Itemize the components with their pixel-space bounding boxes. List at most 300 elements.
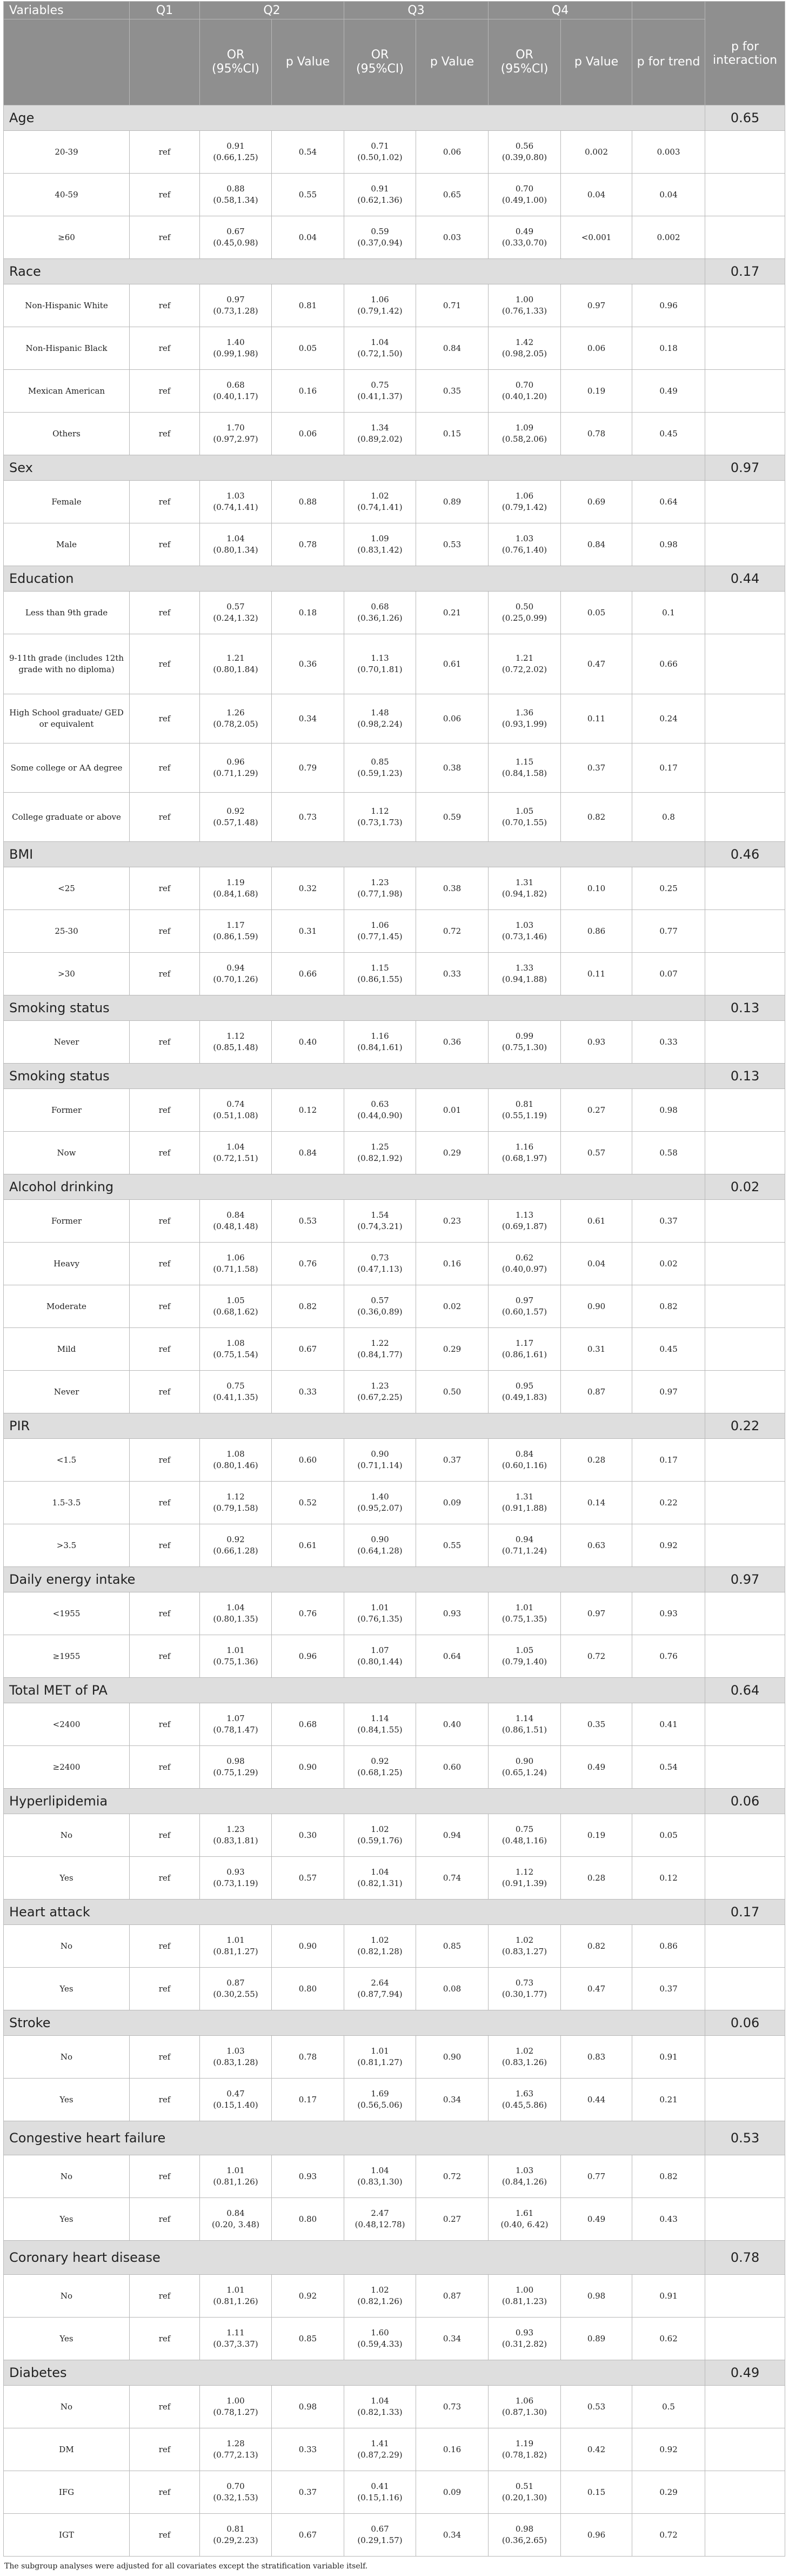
confidence-interval: (0.84,1.26) (502, 2177, 547, 2187)
q3-or-cell (344, 1814, 416, 1857)
p-interaction-blank (705, 1285, 785, 1328)
q2-or-cell (200, 1968, 272, 2010)
table-row (4, 910, 785, 953)
table-row (4, 413, 785, 455)
q1-ref: ref (130, 1200, 200, 1243)
q2-or-cell (200, 793, 272, 842)
p-interaction-blank (705, 1968, 785, 2010)
group-p-interaction: 0.97 (705, 455, 785, 481)
p-interaction-blank (705, 216, 785, 259)
q4-or-cell (489, 2386, 561, 2428)
odds-ratio: 0.85 (371, 757, 389, 767)
confidence-interval: (0.68,1.62) (213, 1307, 258, 1317)
confidence-interval: (0.94,1.82) (502, 889, 547, 899)
q4-p-value: 0.28 (561, 1439, 632, 1482)
odds-ratio: 0.98 (515, 2524, 534, 2534)
q1-ref: ref (130, 1371, 200, 1413)
table-row (4, 1285, 785, 1328)
q2-p-value: 0.34 (272, 694, 344, 743)
q2-or-cell (200, 953, 272, 995)
q4-or-cell (489, 1285, 561, 1328)
group-row (4, 1174, 785, 1200)
p-interaction-blank (705, 481, 785, 523)
q2-p-value: 0.78 (272, 523, 344, 566)
q3-p-value: 0.60 (416, 1746, 489, 1789)
q1-ref: ref (130, 2079, 200, 2121)
q4-or-cell (489, 216, 561, 259)
odds-ratio: 1.23 (371, 1381, 389, 1391)
odds-ratio: 1.41 (371, 2439, 389, 2448)
q2-or-cell (200, 1482, 272, 1524)
q4-p-value: 0.61 (561, 1200, 632, 1243)
q4-or-cell (489, 592, 561, 634)
q2-or-cell (200, 1243, 272, 1285)
p-interaction-blank (705, 1592, 785, 1635)
subgroup-label: <1955 (4, 1592, 130, 1635)
q2-p-value: 0.18 (272, 592, 344, 634)
q2-or-cell (200, 2471, 272, 2514)
p-interaction-blank (705, 1814, 785, 1857)
subgroup-label: High School graduate/ GED or equivalent (4, 694, 130, 743)
q4-or-cell (489, 2079, 561, 2121)
q4-p-value: 0.19 (561, 370, 632, 413)
q2-or-cell (200, 2036, 272, 2079)
confidence-interval: (0.75,1.54) (213, 1350, 258, 1359)
p-interaction-blank (705, 743, 785, 793)
header-q1: Q1 (130, 2, 200, 19)
q1-ref: ref (130, 1746, 200, 1789)
q2-p-value: 0.53 (272, 1200, 344, 1243)
q1-ref: ref (130, 523, 200, 566)
confidence-interval: (0.94,1.88) (502, 974, 547, 984)
confidence-interval: (0.48,12.78) (355, 2220, 405, 2229)
table-row (4, 2275, 785, 2318)
confidence-interval: (0.37,3.37) (213, 2339, 258, 2349)
table-row (4, 1814, 785, 1857)
q4-or-cell (489, 2428, 561, 2471)
q4-or-cell (489, 1746, 561, 1789)
q3-or-cell (344, 867, 416, 910)
confidence-interval: (0.91,1.39) (502, 1878, 547, 1888)
group-label: Alcohol drinking (4, 1174, 705, 1200)
subgroup-label: Never (4, 1371, 130, 1413)
subgroup-label: ≥60 (4, 216, 130, 259)
odds-ratio: 1.16 (371, 1031, 389, 1041)
odds-ratio: 1.40 (226, 337, 245, 347)
header-blank-q1 (130, 19, 200, 105)
odds-ratio: 0.98 (226, 1756, 245, 1766)
group-label: PIR (4, 1413, 705, 1439)
q2-p-value: 0.82 (272, 1285, 344, 1328)
confidence-interval: (0.99,1.98) (213, 349, 258, 358)
confidence-interval: (0.29,2.23) (213, 2535, 258, 2545)
p-interaction-blank (705, 1703, 785, 1746)
q4-or-cell (489, 1968, 561, 2010)
q4-p-value: 0.49 (561, 1746, 632, 1789)
q3-or-cell (344, 1857, 416, 1900)
p-interaction-blank (705, 1021, 785, 1064)
q3-or-cell (344, 370, 416, 413)
odds-ratio: 0.57 (371, 1296, 389, 1305)
confidence-interval: (0.59,1.76) (357, 1836, 403, 1845)
q3-or-cell (344, 1328, 416, 1371)
q2-p-value: 0.16 (272, 370, 344, 413)
odds-ratio: 1.40 (371, 1492, 389, 1502)
p-interaction-blank (705, 2428, 785, 2471)
q3-or-cell (344, 2155, 416, 2198)
odds-ratio: 0.41 (371, 2481, 389, 2491)
odds-ratio: 0.63 (371, 1099, 389, 1109)
p-for-trend: 0.62 (632, 2318, 705, 2360)
q4-or-cell (489, 2155, 561, 2198)
odds-ratio: 0.84 (226, 2208, 245, 2218)
q4-p-value: 0.28 (561, 1857, 632, 1900)
p-for-trend: 0.25 (632, 867, 705, 910)
q2-p-value: 0.33 (272, 2428, 344, 2471)
confidence-interval: (0.39,0.80) (502, 152, 547, 162)
group-p-interaction: 0.65 (705, 105, 785, 131)
odds-ratio: 0.70 (515, 380, 534, 390)
q4-p-value: <0.001 (561, 216, 632, 259)
q2-or-cell (200, 2198, 272, 2241)
subgroup-label: Others (4, 413, 130, 455)
confidence-interval: (0.68,1.25) (357, 1768, 403, 1777)
subgroup-label: No (4, 2155, 130, 2198)
q3-or-cell (344, 592, 416, 634)
q2-p-value: 0.90 (272, 1746, 344, 1789)
q3-or-cell (344, 1132, 416, 1174)
confidence-interval: (0.73,1.46) (502, 932, 547, 941)
confidence-interval: (0.83,1.42) (357, 545, 403, 555)
confidence-interval: (0.83,1.30) (357, 2177, 403, 2187)
confidence-interval: (0.71,1.29) (213, 768, 258, 778)
q2-or-cell (200, 174, 272, 216)
odds-ratio: 0.74 (226, 1099, 245, 1109)
odds-ratio: 0.67 (226, 227, 245, 236)
q2-p-value: 0.55 (272, 174, 344, 216)
confidence-interval: (0.78,1.47) (213, 1725, 258, 1735)
p-interaction-blank (705, 2386, 785, 2428)
table-row (4, 481, 785, 523)
q2-p-value: 0.37 (272, 2471, 344, 2514)
q2-p-value: 0.05 (272, 327, 344, 370)
q2-or-cell (200, 131, 272, 174)
q4-p-value: 0.15 (561, 2471, 632, 2514)
confidence-interval: (0.40,0.97) (502, 1264, 547, 1274)
q4-or-cell (489, 867, 561, 910)
p-interaction-blank (705, 2275, 785, 2318)
odds-ratio: 0.90 (515, 1756, 534, 1766)
q4-or-cell (489, 284, 561, 327)
confidence-interval: (0.24,1.32) (213, 613, 258, 623)
confidence-interval: (0.80,1.34) (213, 545, 258, 555)
group-label: Total MET of PA (4, 1678, 705, 1703)
odds-ratio: 0.95 (515, 1381, 534, 1391)
group-p-interaction: 0.13 (705, 1064, 785, 1089)
odds-ratio: 0.68 (226, 380, 245, 390)
table-row (4, 2155, 785, 2198)
confidence-interval: (0.64,1.28) (357, 1546, 403, 1556)
group-label: Stroke (4, 2010, 705, 2036)
p-for-trend: 0.82 (632, 2155, 705, 2198)
confidence-interval: (0.48,1.48) (213, 1221, 258, 1231)
table-row (4, 284, 785, 327)
odds-ratio: 1.17 (226, 920, 245, 930)
q2-or-cell (200, 1089, 272, 1132)
confidence-interval: (0.74,1.41) (357, 502, 403, 512)
table-row (4, 953, 785, 995)
confidence-interval: (0.85,1.48) (213, 1043, 258, 1052)
table-row (4, 1857, 785, 1900)
q3-or-cell (344, 2514, 416, 2557)
confidence-interval: (0.44,0.90) (357, 1111, 403, 1120)
q4-or-cell (489, 413, 561, 455)
table-row (4, 1243, 785, 1285)
p-for-trend: 0.05 (632, 1814, 705, 1857)
table-row (4, 523, 785, 566)
header-q4-or: OR (95%CI) (489, 19, 561, 105)
header-q4-p: p Value (561, 19, 632, 105)
group-label: Education (4, 566, 705, 592)
confidence-interval: (0.49,1.00) (502, 195, 547, 205)
confidence-interval: (0.33,0.70) (502, 238, 547, 248)
q2-or-cell (200, 1200, 272, 1243)
p-for-trend: 0.97 (632, 1371, 705, 1413)
odds-ratio: 1.04 (226, 534, 245, 543)
odds-ratio: 1.42 (515, 337, 534, 347)
q3-p-value: 0.21 (416, 592, 489, 634)
q2-or-cell (200, 1439, 272, 1482)
q4-or-cell (489, 953, 561, 995)
group-p-interaction: 0.17 (705, 259, 785, 284)
q1-ref: ref (130, 1243, 200, 1285)
odds-ratio: 1.19 (515, 2439, 534, 2448)
confidence-interval: (0.75,1.35) (502, 1614, 547, 1624)
q4-p-value: 0.83 (561, 2036, 632, 2079)
p-interaction-blank (705, 1328, 785, 1371)
q2-p-value: 0.68 (272, 1703, 344, 1746)
confidence-interval: (0.74,1.41) (213, 502, 258, 512)
subgroup-label: Yes (4, 2079, 130, 2121)
q2-p-value: 0.78 (272, 2036, 344, 2079)
group-p-interaction: 0.46 (705, 842, 785, 867)
odds-ratio: 1.11 (226, 2328, 245, 2338)
q4-or-cell (489, 2275, 561, 2318)
q2-p-value: 0.57 (272, 1857, 344, 1900)
odds-ratio: 1.63 (515, 2089, 534, 2099)
p-for-trend: 0.86 (632, 1925, 705, 1968)
confidence-interval: (0.72,2.02) (502, 665, 547, 674)
p-for-trend: 0.22 (632, 1482, 705, 1524)
confidence-interval: (0.74,3.21) (357, 1221, 403, 1231)
confidence-interval: (0.55,1.19) (502, 1111, 547, 1120)
q2-p-value: 0.96 (272, 1635, 344, 1678)
p-for-trend: 0.98 (632, 523, 705, 566)
q4-p-value: 0.27 (561, 1089, 632, 1132)
q3-or-cell (344, 2386, 416, 2428)
group-label: Heart attack (4, 1900, 705, 1925)
odds-ratio: 2.64 (371, 1978, 389, 1988)
subgroup-label: Mild (4, 1328, 130, 1371)
p-interaction-blank (705, 131, 785, 174)
subgroup-label: Yes (4, 2198, 130, 2241)
q3-or-cell (344, 1592, 416, 1635)
subgroup-label: <25 (4, 867, 130, 910)
p-for-trend: 0.1 (632, 592, 705, 634)
confidence-interval: (0.37,0.94) (357, 238, 403, 248)
odds-ratio: 0.91 (226, 141, 245, 151)
odds-ratio: 0.90 (371, 1535, 389, 1544)
p-interaction-blank (705, 523, 785, 566)
confidence-interval: (0.58,1.34) (213, 195, 258, 205)
p-for-trend: 0.29 (632, 2471, 705, 2514)
p-interaction-blank (705, 370, 785, 413)
q2-or-cell (200, 1746, 272, 1789)
confidence-interval: (0.40,1.20) (502, 391, 547, 401)
q3-p-value: 0.72 (416, 2155, 489, 2198)
q2-p-value: 0.60 (272, 1439, 344, 1482)
subgroup-label: Moderate (4, 1285, 130, 1328)
subgroup-label: Less than 9th grade (4, 592, 130, 634)
p-for-trend: 0.02 (632, 1243, 705, 1285)
q3-or-cell (344, 953, 416, 995)
q3-p-value: 0.89 (416, 481, 489, 523)
q2-or-cell (200, 1132, 272, 1174)
p-for-trend: 0.002 (632, 216, 705, 259)
confidence-interval: (0.67,2.25) (357, 1392, 403, 1402)
q4-or-cell (489, 1524, 561, 1567)
odds-ratio: 0.62 (515, 1253, 534, 1263)
q2-or-cell (200, 2318, 272, 2360)
group-row (4, 2010, 785, 2036)
p-for-trend: 0.43 (632, 2198, 705, 2241)
group-label: BMI (4, 842, 705, 867)
q2-p-value: 0.79 (272, 743, 344, 793)
confidence-interval: (0.82,1.31) (357, 1878, 403, 1888)
group-p-interaction: 0.02 (705, 1174, 785, 1200)
odds-ratio: 0.71 (371, 141, 389, 151)
odds-ratio: 1.04 (371, 2166, 389, 2175)
q1-ref: ref (130, 2318, 200, 2360)
q3-p-value: 0.36 (416, 1021, 489, 1064)
odds-ratio: 0.92 (226, 806, 245, 816)
group-row (4, 566, 785, 592)
q4-p-value: 0.72 (561, 1635, 632, 1678)
q3-p-value: 0.16 (416, 2428, 489, 2471)
subgroup-label: No (4, 2386, 130, 2428)
table-row (4, 1635, 785, 1678)
q1-ref: ref (130, 910, 200, 953)
odds-ratio: 1.70 (226, 423, 245, 433)
q2-or-cell (200, 523, 272, 566)
odds-ratio: 1.36 (515, 708, 534, 718)
confidence-interval: (0.50,1.02) (357, 152, 403, 162)
q4-or-cell (489, 370, 561, 413)
q3-or-cell (344, 1439, 416, 1482)
subgroup-label: >30 (4, 953, 130, 995)
table-header (4, 2, 785, 105)
q4-p-value: 0.47 (561, 1968, 632, 2010)
odds-ratio: 1.03 (515, 2166, 534, 2175)
confidence-interval: (0.95,2.07) (357, 1503, 403, 1513)
confidence-interval: (0.41,1.35) (213, 1392, 258, 1402)
confidence-interval: (0.15,1.16) (357, 2493, 403, 2502)
q2-or-cell (200, 2079, 272, 2121)
table-row (4, 2471, 785, 2514)
q3-or-cell (344, 481, 416, 523)
q1-ref: ref (130, 1482, 200, 1524)
confidence-interval: (0.36,1.26) (357, 613, 403, 623)
q1-ref: ref (130, 2514, 200, 2557)
group-p-interaction: 0.13 (705, 995, 785, 1021)
q1-ref: ref (130, 2155, 200, 2198)
odds-ratio: 1.02 (371, 2285, 389, 2295)
q3-p-value: 0.38 (416, 743, 489, 793)
odds-ratio: 1.60 (371, 2328, 389, 2338)
confidence-interval: (0.87,7.94) (357, 1989, 403, 1999)
q3-or-cell (344, 2471, 416, 2514)
subgroup-label: Non-Hispanic Black (4, 327, 130, 370)
subgroup-label: 9-11th grade (includes 12th grade with no diploma) (4, 634, 130, 694)
q2-or-cell (200, 592, 272, 634)
odds-ratio: 1.13 (371, 653, 389, 663)
odds-ratio: 0.81 (226, 2524, 245, 2534)
q4-p-value: 0.87 (561, 1371, 632, 1413)
odds-ratio: 1.04 (371, 337, 389, 347)
q2-p-value: 0.67 (272, 1328, 344, 1371)
q1-ref: ref (130, 481, 200, 523)
q2-p-value: 0.32 (272, 867, 344, 910)
q1-ref: ref (130, 216, 200, 259)
q3-or-cell (344, 2428, 416, 2471)
q3-or-cell (344, 1635, 416, 1678)
q1-ref: ref (130, 131, 200, 174)
confidence-interval: (0.77,1.45) (357, 932, 403, 941)
q4-p-value: 0.47 (561, 634, 632, 694)
q2-or-cell (200, 1328, 272, 1371)
header-p-trend: p for trend (632, 19, 705, 105)
q2-or-cell (200, 743, 272, 793)
odds-ratio: 1.06 (515, 491, 534, 501)
q2-p-value: 0.12 (272, 1089, 344, 1132)
q1-ref: ref (130, 2428, 200, 2471)
q3-or-cell (344, 1089, 416, 1132)
odds-ratio: 1.09 (371, 534, 389, 543)
subgroup-label: Yes (4, 1968, 130, 2010)
group-p-interaction: 0.06 (705, 1789, 785, 1814)
q2-p-value: 0.84 (272, 1132, 344, 1174)
odds-ratio: 0.49 (515, 227, 534, 236)
confidence-interval: (0.72,1.51) (213, 1153, 258, 1163)
confidence-interval: (0.60,1.16) (502, 1460, 547, 1470)
table-row (4, 1132, 785, 1174)
odds-ratio: 1.25 (371, 1142, 389, 1152)
confidence-interval: (0.45,0.98) (213, 238, 258, 248)
group-p-interaction: 0.97 (705, 1567, 785, 1592)
q2-or-cell (200, 1925, 272, 1968)
confidence-interval: (0.70,1.26) (213, 974, 258, 984)
p-interaction-blank (705, 2471, 785, 2514)
table-row (4, 216, 785, 259)
q4-or-cell (489, 523, 561, 566)
p-interaction-blank (705, 327, 785, 370)
confidence-interval: (0.73,1.73) (357, 818, 403, 827)
q2-or-cell (200, 1021, 272, 1064)
odds-ratio: 0.93 (226, 1867, 245, 1877)
q3-or-cell (344, 413, 416, 455)
q3-p-value: 0.37 (416, 1439, 489, 1482)
q1-ref: ref (130, 1814, 200, 1857)
